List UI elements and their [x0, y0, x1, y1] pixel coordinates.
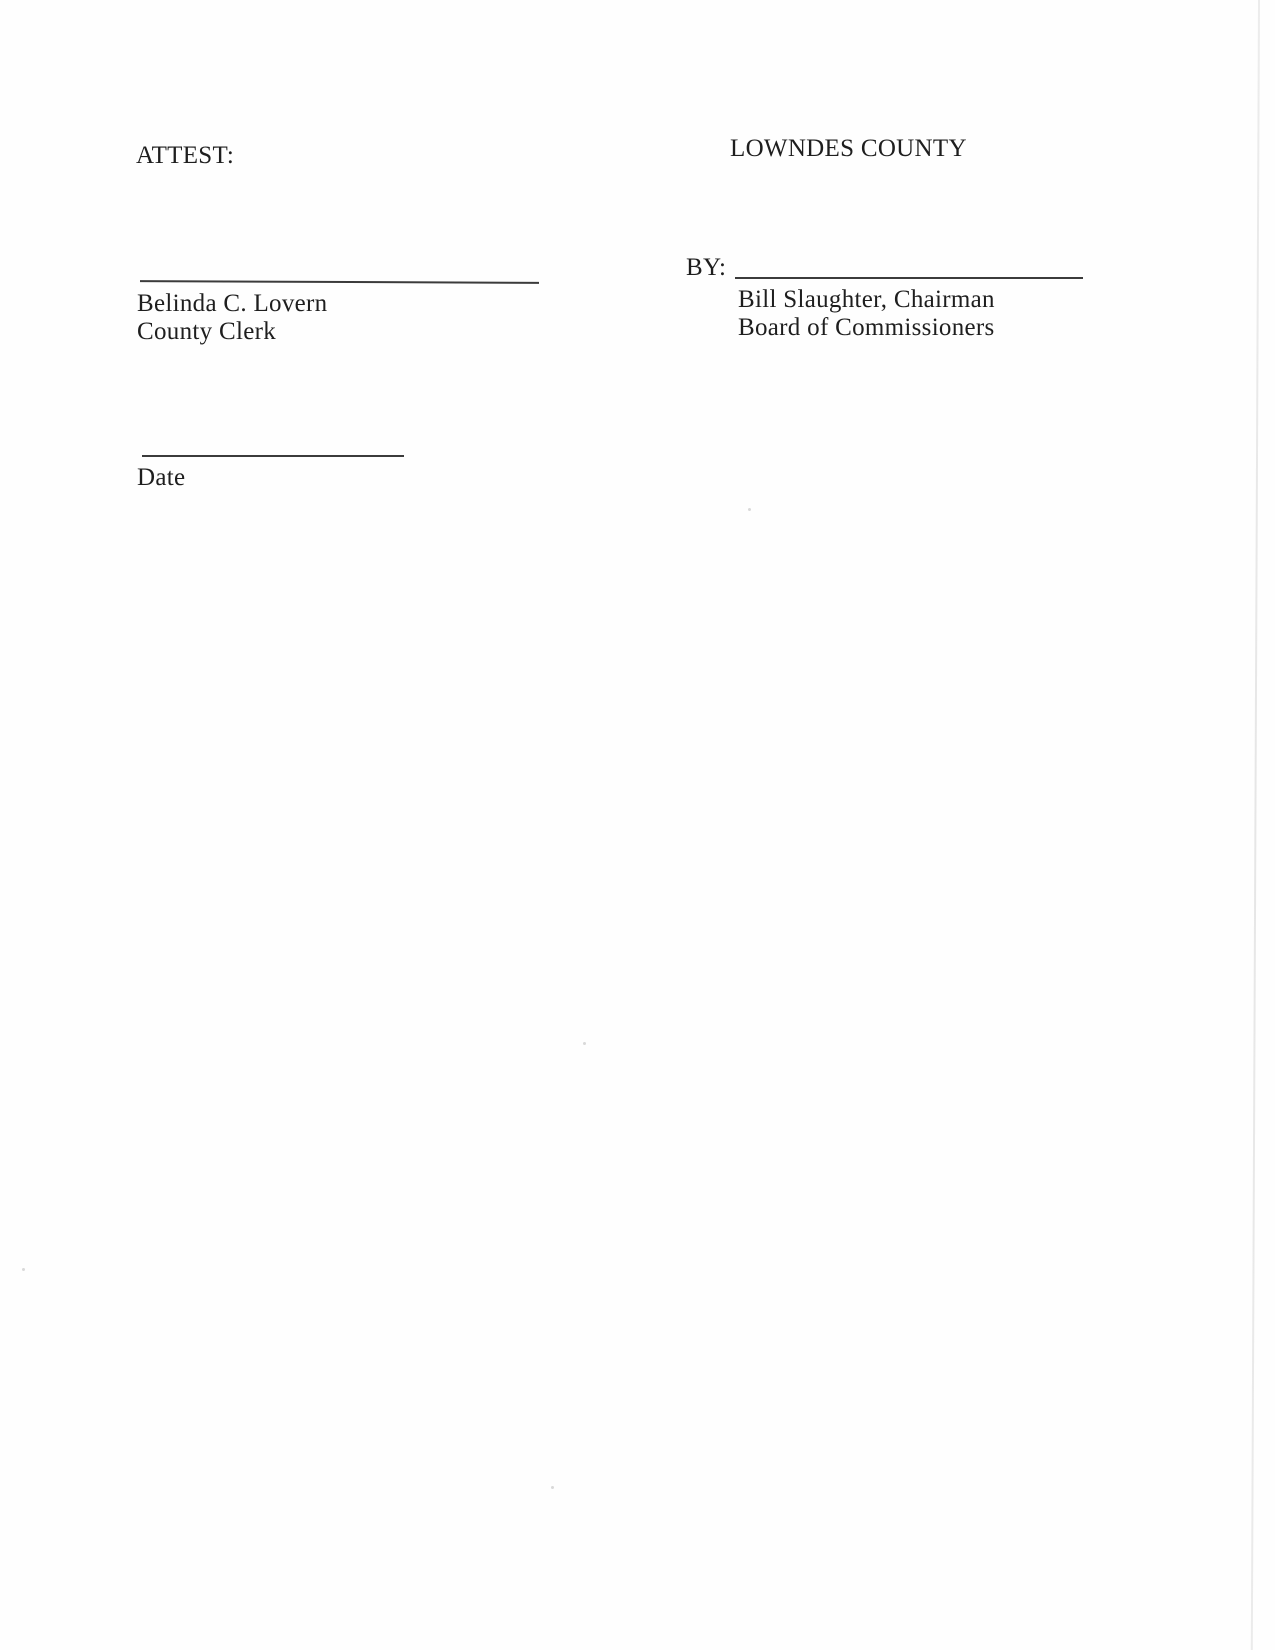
chairman-name: Bill Slaughter, Chairman	[738, 286, 995, 313]
chairman-title: Board of Commissioners	[738, 314, 995, 341]
scan-artifact-line	[1251, 0, 1260, 1650]
date-label: Date	[137, 464, 186, 491]
by-label: BY:	[686, 254, 727, 281]
chairman-signature-line	[735, 277, 1083, 279]
scan-speck	[551, 1486, 554, 1489]
clerk-signature-line	[140, 280, 539, 284]
county-title: LOWNDES COUNTY	[730, 135, 967, 162]
attest-label: ATTEST:	[136, 142, 235, 169]
scan-speck	[748, 508, 751, 511]
scan-speck	[22, 1268, 25, 1271]
clerk-title: County Clerk	[137, 318, 277, 345]
scan-speck	[583, 1042, 586, 1045]
clerk-name: Belinda C. Lovern	[137, 290, 328, 317]
date-line	[142, 455, 404, 457]
